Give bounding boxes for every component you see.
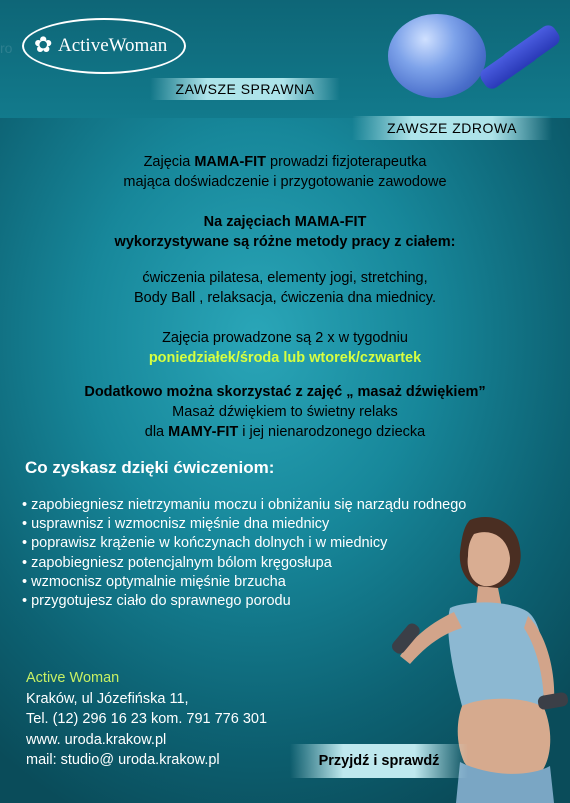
website-link[interactable]: www. uroda.krakow.pl bbox=[26, 731, 167, 748]
list-item: • wzmocnisz optymalnie mięśnie brzucha bbox=[22, 573, 567, 592]
email-link[interactable]: mail: studio@ uroda.krakow.pl bbox=[26, 752, 220, 769]
list-item: • zapobiegniesz potencjalnym bólom kręgosłupa bbox=[22, 554, 567, 573]
phone: Tel. (12) 296 16 23 kom. 791 776 301 bbox=[26, 711, 268, 728]
methods-heading: Na zajęciach MAMA-FIT wykorzystywane są różne metody pracy z ciałem: bbox=[114, 214, 456, 250]
intro-text: Zajęcia MAMA-FIT prowadzi fizjoterapeutka mająca doświadczenie i przygotowanie zawodowe bbox=[123, 154, 447, 190]
address: Kraków, ul Józefińska 11, bbox=[26, 690, 189, 707]
logo-text: ActiveWoman bbox=[58, 35, 168, 56]
schedule-days: poniedziałek/środa lub wtorek/czwartek bbox=[148, 350, 422, 366]
schedule-text: Zajęcia prowadzone są 2 x w tygodniu poniedziałek/środa lub wtorek/czwartek bbox=[0, 328, 570, 368]
fitness-ball-icon bbox=[388, 14, 486, 98]
flower-icon: ✿ bbox=[34, 32, 53, 57]
benefits-heading: Co zyskasz dzięki ćwiczeniom: bbox=[25, 458, 275, 477]
list-item: • usprawnisz i wzmocnisz mięśnie dna miednicy bbox=[22, 515, 567, 534]
list-item: • poprawisz krążenie w kończynach dolnych i w miednicy bbox=[22, 534, 567, 553]
brand-name: Active Woman bbox=[26, 670, 120, 686]
list-item: • przygotujesz ciało do sprawnego porodu bbox=[22, 592, 567, 611]
contact-info bbox=[26, 668, 267, 771]
methods-list: ćwiczenia pilatesa, elementy jogi, stretching, Body Ball , relaksacja, ćwiczenia dna miednicy. bbox=[134, 270, 436, 306]
sound-massage-text: Dodatkowo można skorzystać z zajęć „ masaż dźwiękiem” Masaż dźwiękiem to świetny relaks dla MAMY-FIT i jej nienarodzonego dziecka bbox=[84, 384, 486, 440]
slogan-always-healthy: ZAWSZE ZDROWA bbox=[352, 116, 552, 140]
active-woman-logo bbox=[22, 18, 186, 74]
list-item: • zapobiegniesz nietrzymaniu moczu i obniżaniu się narządu rodnego bbox=[22, 496, 567, 515]
call-to-action: Przyjdź i sprawdź bbox=[290, 744, 468, 778]
watermark-ghost: ro bbox=[0, 40, 13, 56]
slogan-always-fit: ZAWSZE SPRAWNA bbox=[150, 78, 340, 100]
